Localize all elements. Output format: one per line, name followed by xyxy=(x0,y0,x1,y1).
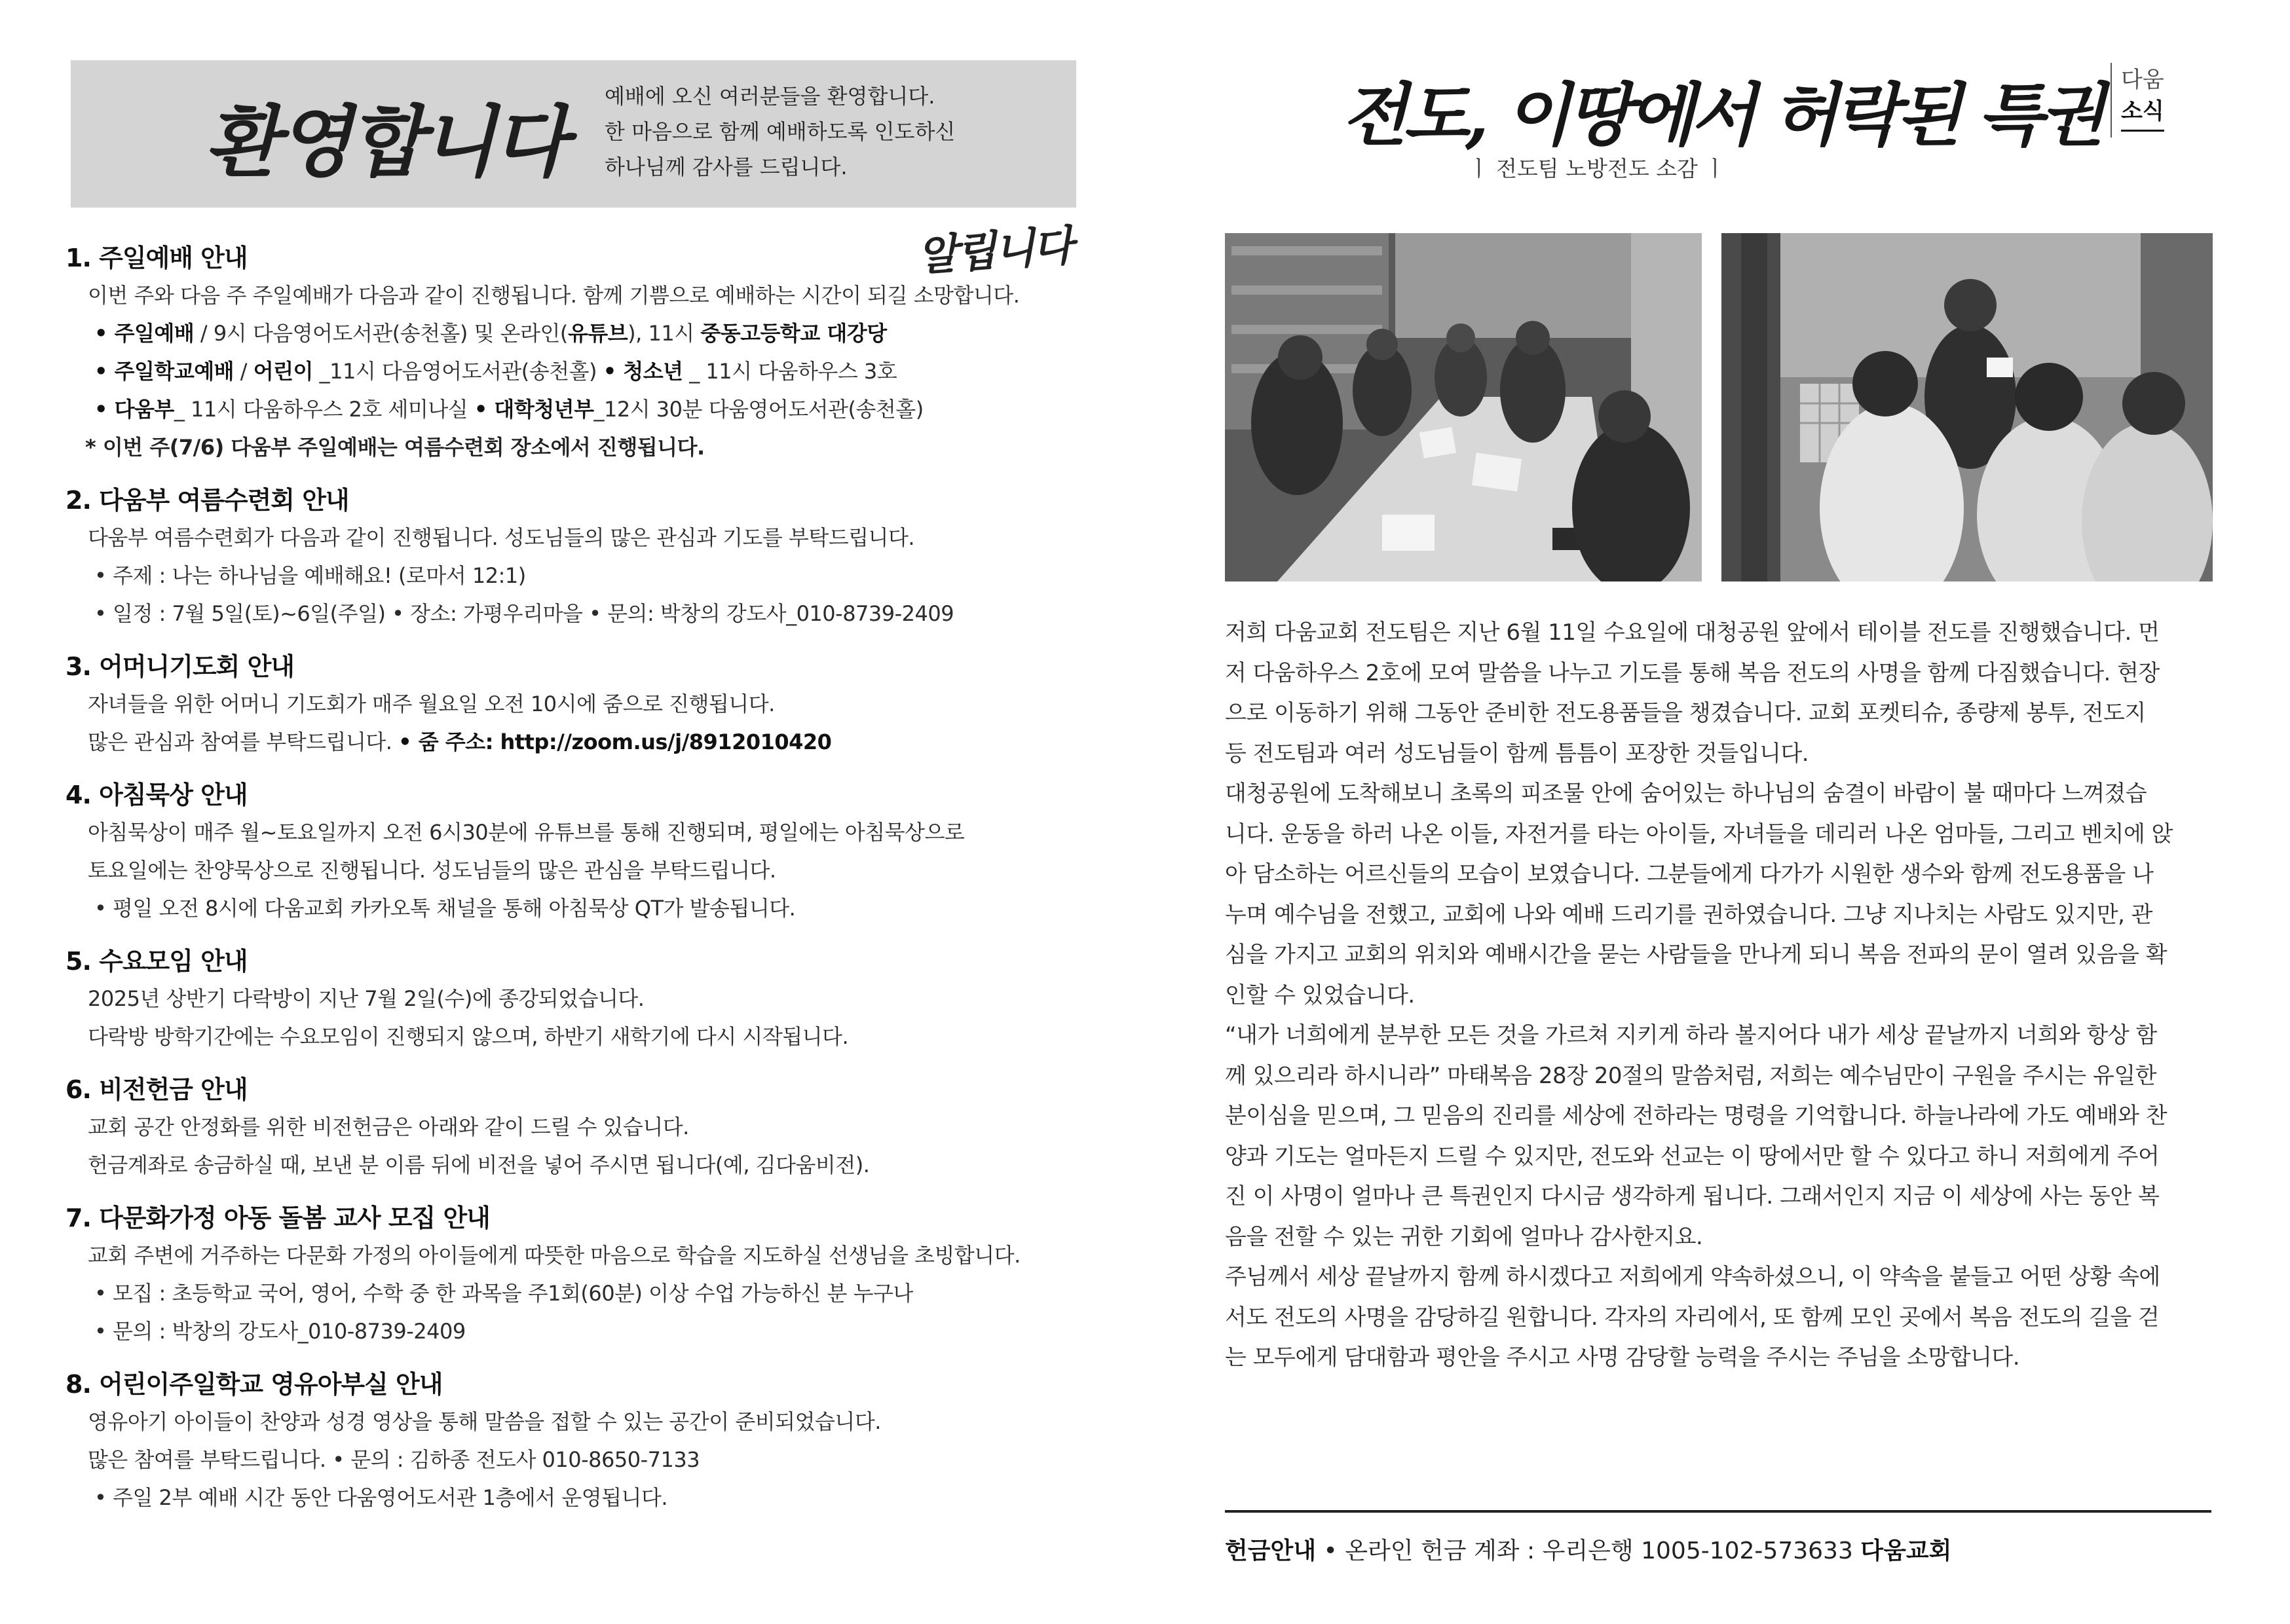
section-line: 많은 관심과 참여를 부탁드립니다. • 줌 주소: http://zoom.us/j/8912010420 xyxy=(88,729,832,754)
welcome-line: 예배에 오신 여러분들을 환영합니다. xyxy=(605,84,935,109)
article-line: 등 전도팀과 여러 성도님들이 함께 틈틈이 포장한 것들입니다. xyxy=(1225,740,1809,767)
article-line: 으로 이동하기 위해 그동안 준비한 전도용품들을 챙겼습니다. 교회 포켓티슈, 종량제 봉투, 전도지 xyxy=(1225,700,2146,726)
section-bullet: • 문의 : 박창의 강도사_010-8739-2409 xyxy=(94,1319,466,1344)
article-title: 전도, 이땅에서 허락된 특권 xyxy=(1342,75,2101,155)
section-tag xyxy=(2121,64,2164,132)
section-line: 영유아기 아이들이 찬양과 성경 영상을 통해 말씀을 접할 수 있는 공간이 준비되었습니다. xyxy=(88,1409,881,1434)
article-line: 저희 다움교회 전도팀은 지난 6월 11일 수요일에 대청공원 앞에서 테이블 전도를 진행했습니다. 먼 xyxy=(1225,619,2160,646)
article-line: 저 다움하우스 2호에 모여 말씀을 나누고 기도를 통해 복음 전도의 사명을 함께 다짐했습니다. 현장 xyxy=(1225,659,2160,686)
section-title: 3. 어머니기도회 안내 xyxy=(66,652,294,681)
zoom-link[interactable]: • 줌 주소: http://zoom.us/j/8912010420 xyxy=(398,729,832,754)
article-line: 양과 기도는 얼마든지 드릴 수 있지만, 전도와 선교는 이 땅에서만 할 수 있다고 하니 저희에게 주어 xyxy=(1225,1143,2160,1170)
section-bullet: • 평일 오전 8시에 다움교회 카카오톡 채널을 통해 아침묵상 QT가 발송됩니다. xyxy=(94,896,796,921)
section-line: 교회 공간 안정화를 위한 비전헌금은 아래와 같이 드릴 수 있습니다. xyxy=(88,1115,689,1139)
section-title: 2. 다움부 여름수련회 안내 xyxy=(66,486,349,515)
section-line: 많은 참여를 부탁드립니다. • 문의 : 김하종 전도사 010-8650-7133 xyxy=(88,1447,700,1472)
welcome-message xyxy=(605,79,955,185)
section-line: 이번 주와 다음 주 주일예배가 다음과 같이 진행됩니다. 함께 기쁨으로 예배하는 시간이 되길 소망합니다. xyxy=(88,283,1020,308)
notice-section xyxy=(66,1200,1100,1350)
section-line: 다움부 여름수련회가 다음과 같이 진행됩니다. 성도님들의 많은 관심과 기도를 부탁드립니다. xyxy=(88,525,915,550)
article-subtitle: ㅣ 전도팀 노방전도 소감 ㅣ xyxy=(1468,156,1726,181)
section-title: 8. 어린이주일학교 영유아부실 안내 xyxy=(66,1370,443,1399)
article-line: 서도 전도의 사명을 감당하길 원합니다. 각자의 자리에서, 또 함께 모인 곳에서 복음 전도의 길을 걷 xyxy=(1225,1304,2160,1331)
notice-section xyxy=(66,648,1100,761)
article-line: 음을 전할 수 있는 귀한 기회에 얼마나 감사한지요. xyxy=(1225,1223,1703,1250)
section-line: 다락방 방학기간에는 수요모임이 진행되지 않으며, 하반기 새학기에 다시 시작됩니다. xyxy=(88,1024,849,1049)
section-title: 1. 주일예배 안내 xyxy=(66,244,248,272)
section-line: 자녀들을 위한 어머니 기도회가 매주 월요일 오전 10시에 줌으로 진행됩니다. xyxy=(88,692,775,716)
article-line: “내가 너희에게 분부한 모든 것을 가르쳐 지키게 하라 볼지어다 내가 세상 끝날까지 너희와 항상 함 xyxy=(1225,1022,2157,1048)
welcome-line: 하나님께 감사를 드립니다. xyxy=(605,155,848,179)
photo-team-meeting xyxy=(1225,233,1702,581)
section-title: 7. 다문화가정 아동 돌봄 교사 모집 안내 xyxy=(66,1204,490,1232)
photo-team-meeting-image xyxy=(1225,233,1702,581)
section-bullet: • 모집 : 초등학교 국어, 영어, 수학 중 한 과목을 주1회(60분) 이상 수업 가능하신 분 누구나 xyxy=(94,1281,913,1306)
section-line: 헌금계좌로 송금하실 때, 보낸 분 이름 뒤에 비전을 넣어 주시면 됩니다(예, 김다움비전). xyxy=(88,1153,870,1177)
article-line: 분이심을 믿으며, 그 믿음의 진리를 세상에 전하라는 명령을 기억합니다. 하늘나라에 가도 예배와 찬 xyxy=(1225,1103,2168,1129)
article-line: 니다. 운동을 하러 나온 이들, 자전거를 타는 아이들, 자녀들을 데리러 나온 엄마들, 그리고 벤치에 앉 xyxy=(1225,821,2173,847)
tag-line: 다움 xyxy=(2121,67,2164,93)
section-line: 아침묵상이 매주 월~토요일까지 오전 6시30분에 유튜브를 통해 진행되며, 평일에는 아침묵상으로 xyxy=(88,820,965,845)
welcome-banner xyxy=(71,60,1076,208)
section-bullet: • 다움부_ 11시 다움하우스 2호 세미나실 • 대학청년부_12시 30분 다움영어도서관(송천홀) xyxy=(94,397,924,422)
welcome-title: 환영합니다 xyxy=(205,96,565,187)
notice-list xyxy=(66,240,1100,1532)
offering-info xyxy=(1225,1532,1951,1566)
article-line: 진 이 사명이 얼마나 큰 특권인지 다시금 생각하게 됩니다. 그래서인지 지금 이 세상에 사는 동안 복 xyxy=(1225,1183,2160,1209)
photo-street-evangelism xyxy=(1721,233,2213,581)
offering-church-name: 다움교회 xyxy=(1860,1538,1952,1564)
article-line: 주님께서 세상 끝날까지 함께 하시겠다고 저희에게 약속하셨으니, 이 약속을 붙들고 어떤 상황 속에 xyxy=(1225,1264,2160,1290)
welcome-line: 한 마음으로 함께 예배하도록 인도하신 xyxy=(605,119,956,144)
offering-label: 헌금안내 xyxy=(1225,1538,1317,1564)
right-page xyxy=(1145,0,2290,1624)
section-bullet: • 일정 : 7월 5일(토)~6일(주일) • 장소: 가평우리마을 • 문의: 박창의 강도사_010-8739-2409 xyxy=(94,601,954,626)
section-note: * 이번 주(7/6) 다움부 주일예배는 여름수련회 장소에서 진행됩니다. xyxy=(85,435,705,460)
tag-divider xyxy=(2111,63,2112,138)
article-line: 심을 가지고 교회의 위치와 예배시간을 묻는 사람들을 만나게 되니 복음 전파의 문이 열려 있음을 확 xyxy=(1225,942,2168,968)
article-body xyxy=(1225,613,2207,1378)
article-line: 는 모두에게 담대함과 평안을 주시고 사명 감당할 능력을 주시는 주님을 소망합니다. xyxy=(1225,1344,2020,1371)
photo-street-evangelism-image xyxy=(1721,233,2213,581)
section-bullet: • 주일학교예배 / 어린이 _11시 다음영어도서관(송천홀) • 청소년 _ 11시 다움하우스 3호 xyxy=(94,359,897,384)
article-line: 대청공원에 도착해보니 초록의 피조물 안에 숨어있는 하나님의 숨결이 바람이 불 때마다 느껴졌습 xyxy=(1225,781,2147,807)
notice-section xyxy=(66,1366,1100,1517)
notice-section xyxy=(66,1071,1100,1184)
section-title: 6. 비전헌금 안내 xyxy=(66,1075,248,1104)
tag-line: 소식 xyxy=(2121,96,2164,132)
footer-divider xyxy=(1225,1510,2211,1513)
notice-section xyxy=(66,943,1100,1056)
article-line: 인할 수 있었습니다. xyxy=(1225,982,1415,1008)
section-line: 2025년 상반기 다락방이 지난 7월 2일(수)에 종강되었습니다. xyxy=(88,986,645,1011)
section-bullet: • 주일 2부 예배 시간 동안 다움영어도서관 1층에서 운영됩니다. xyxy=(94,1485,668,1510)
section-title: 5. 수요모임 안내 xyxy=(66,947,248,976)
notice-section xyxy=(66,240,1100,466)
article-line: 께 있으리라 하시니라” 마태복음 28장 20절의 말씀처럼, 저희는 예수님만이 구원을 주시는 유일한 xyxy=(1225,1062,2157,1089)
offering-account: • 온라인 헌금 계좌 : 우리은행 1005-102-573633 xyxy=(1316,1538,1861,1564)
notice-section xyxy=(66,777,1100,927)
section-line: 토요일에는 찬양묵상으로 진행됩니다. 성도님들의 많은 관심을 부탁드립니다. xyxy=(88,858,776,883)
notice-stamp: 알립니다 xyxy=(916,221,1074,282)
article-line: 누며 예수님을 전했고, 교회에 나와 예배 드리기를 권하였습니다. 그냥 지나치는 사람도 있지만, 관 xyxy=(1225,901,2153,928)
notice-section xyxy=(66,482,1100,633)
article-line: 아 담소하는 어르신들의 모습이 보였습니다. 그분들에게 다가가 시원한 생수와 함께 전도용품을 나 xyxy=(1225,861,2154,887)
section-title: 4. 아침묵상 안내 xyxy=(66,781,248,809)
section-bullet: • 주일예배 / 9시 다음영어도서관(송천홀) 및 온라인(유튜브), 11시 중동고등학교 대강당 xyxy=(94,321,887,346)
section-line: 교회 주변에 거주하는 다문화 가정의 아이들에게 따뜻한 마음으로 학습을 지도하실 선생님을 초빙합니다. xyxy=(88,1243,1021,1268)
section-bullet: • 주제 : 나는 하나님을 예배해요! (로마서 12:1) xyxy=(94,563,526,588)
